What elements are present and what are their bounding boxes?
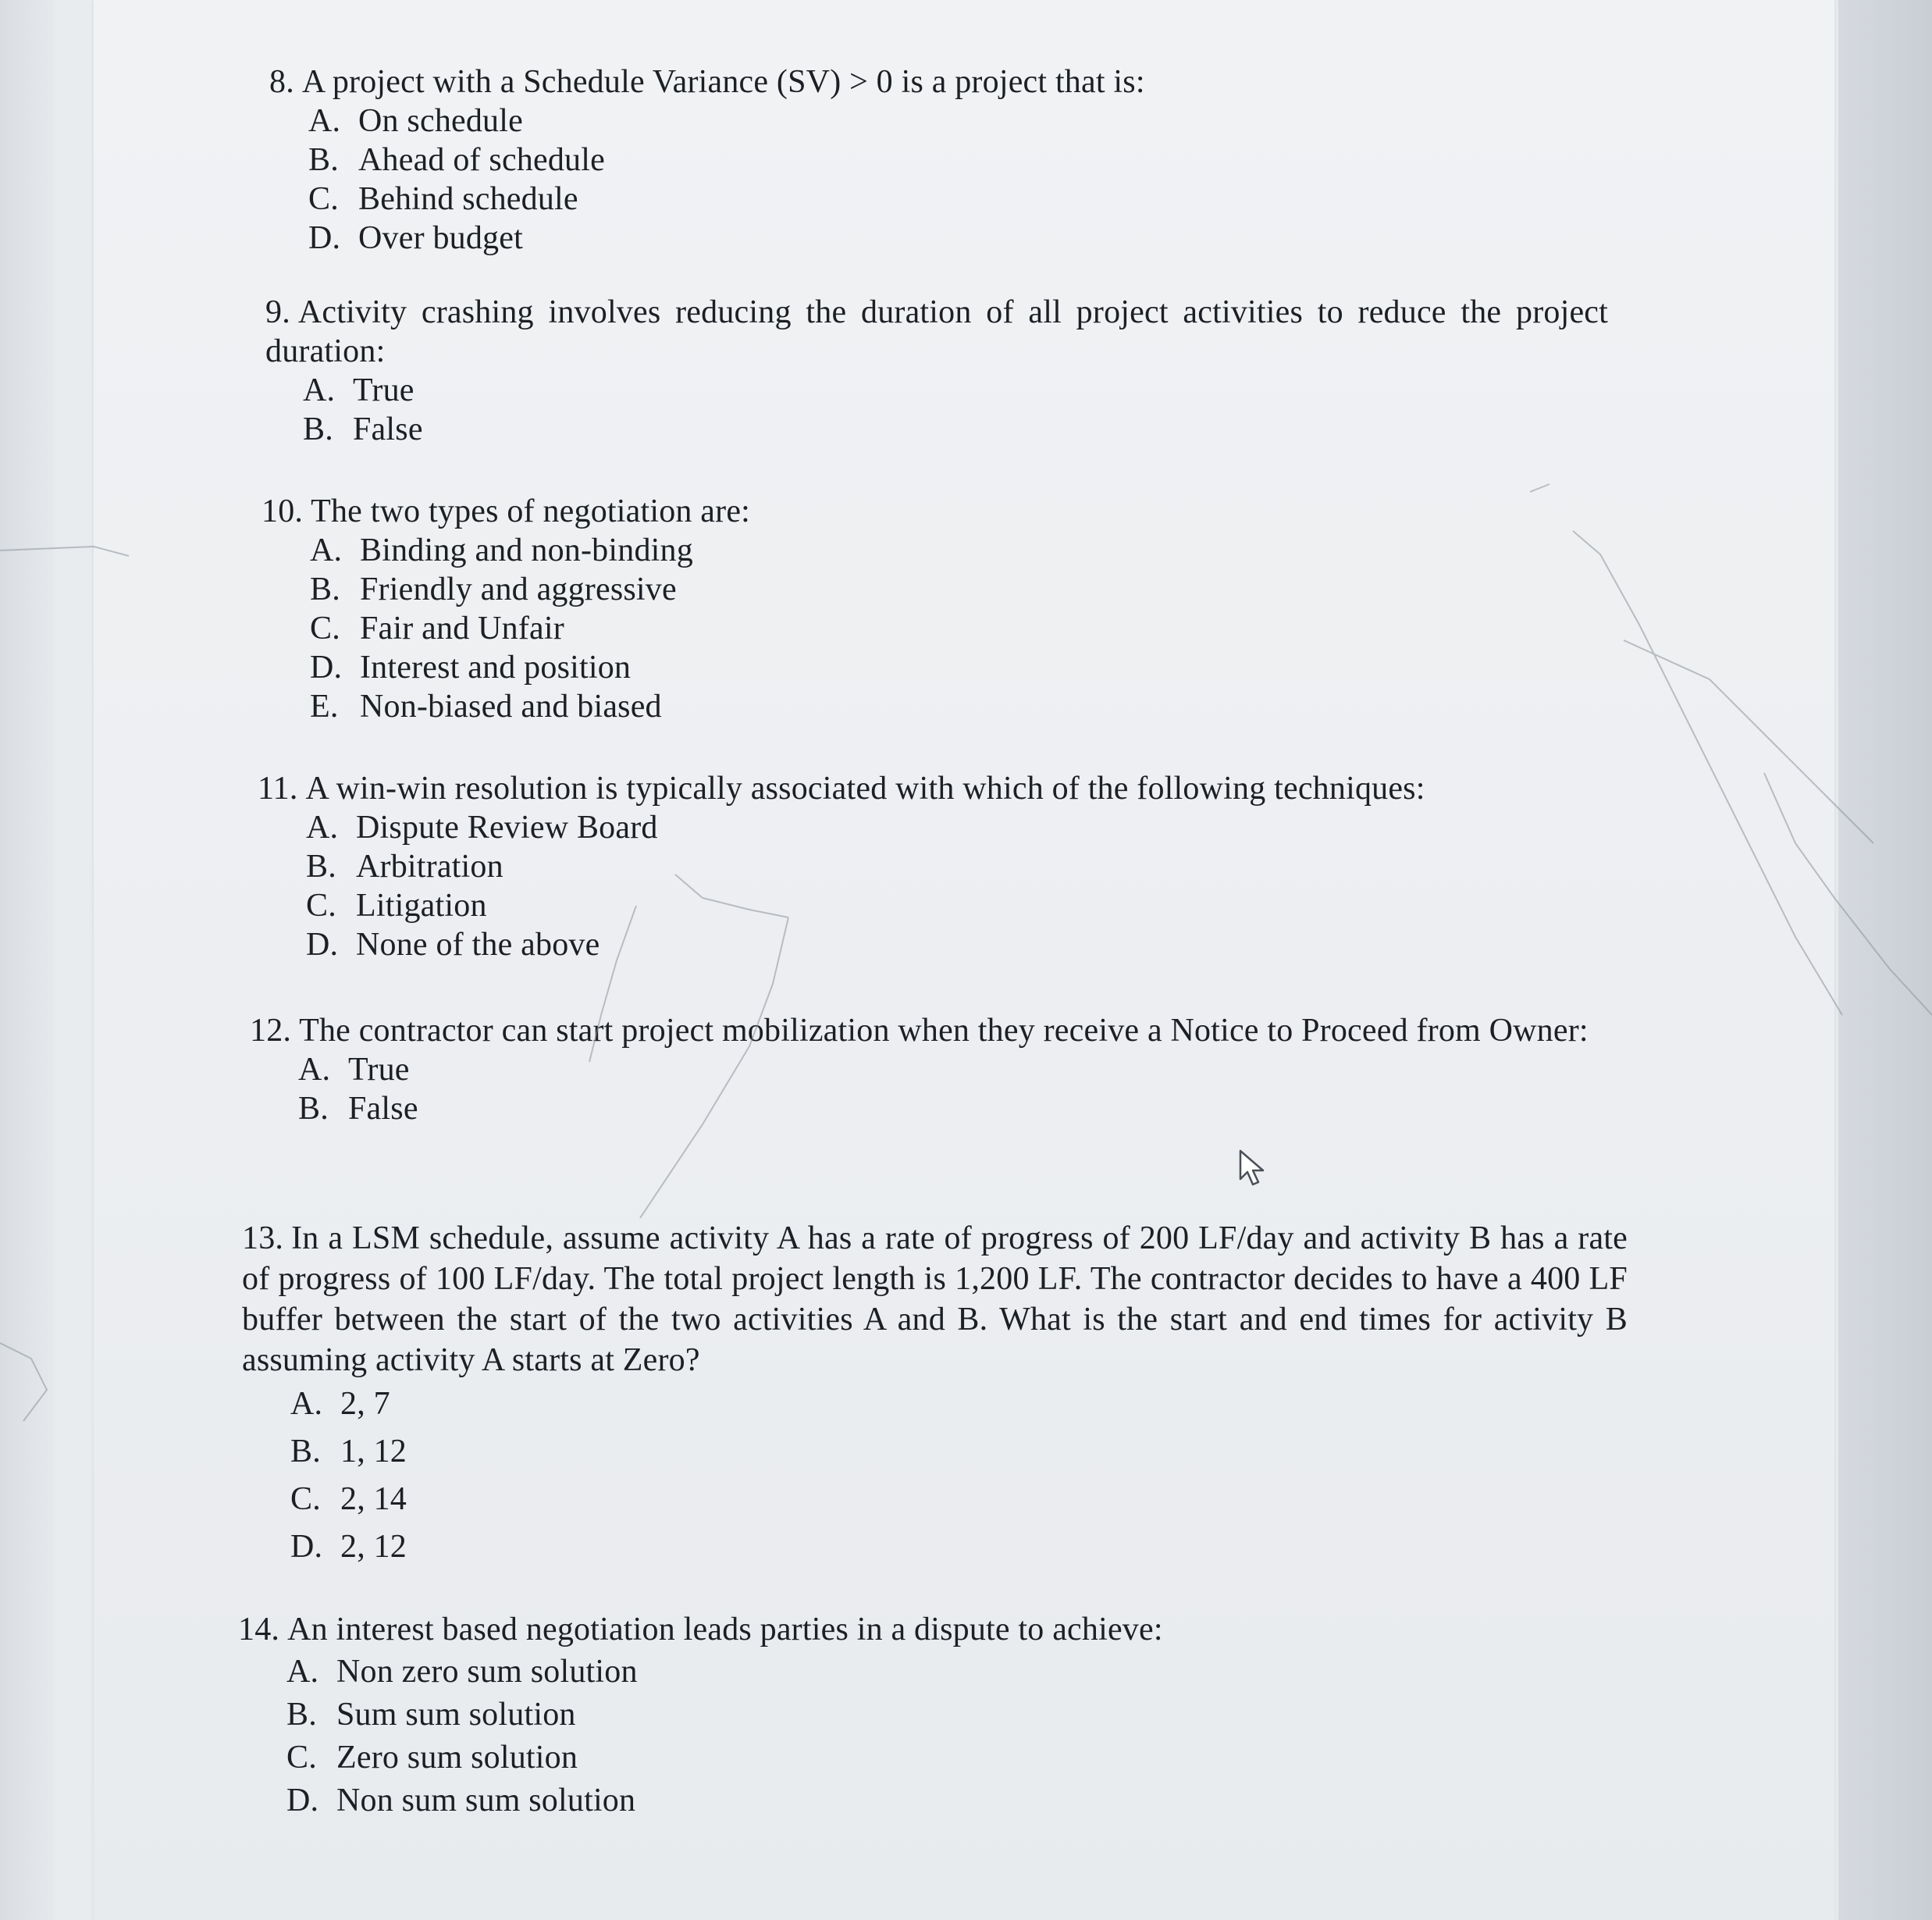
question-text: The two types of negotiation are:: [311, 493, 751, 529]
option-b[interactable]: B. False: [303, 411, 423, 447]
question-text: A project with a Schedule Variance (SV) > 0 is a project that is:: [301, 64, 1145, 100]
question-number: 13.: [242, 1220, 284, 1256]
option-b[interactable]: B. Arbitration: [306, 849, 503, 885]
option-c[interactable]: C. 2, 14: [290, 1481, 407, 1517]
question-stem: [242, 1218, 1628, 1380]
question-stem: [262, 492, 1604, 531]
question-number: 12.: [250, 1013, 292, 1049]
question-10: [262, 492, 1604, 726]
question-9: [265, 293, 1608, 449]
question-stem: [265, 293, 1608, 371]
option-a[interactable]: A. On schedule: [308, 103, 523, 139]
option-e[interactable]: E. Non-biased and biased: [310, 689, 662, 725]
mouse-cursor-icon: [1237, 1148, 1268, 1188]
option-a[interactable]: A. Dispute Review Board: [306, 810, 658, 846]
question-13: [242, 1218, 1628, 1571]
question-text: Activity crashing involves reducing the duration of all project activities to reduce the project duration:: [265, 294, 1608, 369]
option-d[interactable]: D. Over budget: [308, 220, 523, 256]
question-11: [258, 769, 1647, 964]
question-text: A win-win resolution is typically associated with which of the following techniques:: [305, 771, 1425, 807]
option-c[interactable]: C. Litigation: [306, 888, 487, 924]
option-c[interactable]: C. Behind schedule: [308, 181, 578, 217]
option-a[interactable]: A. Binding and non-binding: [310, 533, 693, 568]
screen-bezel-right: [1838, 0, 1932, 1920]
option-b[interactable]: B. Friendly and aggressive: [310, 572, 677, 607]
option-d[interactable]: D. Non sum sum solution: [286, 1783, 636, 1818]
question-number: 11.: [258, 771, 298, 807]
question-stem: [250, 1011, 1624, 1050]
option-d[interactable]: D. Interest and position: [310, 650, 632, 686]
option-d[interactable]: D. None of the above: [306, 927, 600, 963]
option-a[interactable]: A. Non zero sum solution: [286, 1654, 638, 1690]
option-b[interactable]: B. False: [298, 1091, 418, 1127]
option-d[interactable]: D. 2, 12: [290, 1529, 407, 1565]
question-stem: [258, 769, 1647, 808]
question-number: 9.: [265, 294, 290, 330]
question-text: The contractor can start project mobilization when they receive a Notice to Proceed from Owner:: [299, 1013, 1589, 1049]
question-stem: [269, 62, 1651, 102]
question-12: [250, 1011, 1624, 1128]
option-a[interactable]: A. True: [303, 372, 415, 408]
option-c[interactable]: C. Zero sum solution: [286, 1740, 578, 1776]
option-b[interactable]: B. Ahead of schedule: [308, 142, 605, 178]
question-text: In a LSM schedule, assume activity A has a rate of progress of 200 LF/day and activity B has a rate of progress of 100 LF/day. The total project length is 1,200 LF. The contractor decides to have a 400 LF buffer between the start of the two activities A and B. What is the start and end times for activity B assuming activity A starts at Zero?: [242, 1220, 1628, 1378]
option-a[interactable]: A. True: [298, 1052, 410, 1088]
option-b[interactable]: B. Sum sum solution: [286, 1697, 576, 1733]
option-c[interactable]: C. Fair and Unfair: [310, 611, 564, 647]
question-text: An interest based negotiation leads parties in a dispute to achieve:: [287, 1612, 1163, 1647]
question-number: 8.: [269, 64, 294, 100]
option-a[interactable]: A. 2, 7: [290, 1386, 390, 1422]
question-stem: [238, 1608, 1628, 1651]
option-b[interactable]: B. 1, 12: [290, 1434, 407, 1469]
question-8: [269, 62, 1651, 258]
question-14: [238, 1608, 1628, 1822]
question-number: 14.: [238, 1612, 280, 1647]
screen-bezel-left: [0, 0, 55, 1920]
question-number: 10.: [262, 493, 304, 529]
